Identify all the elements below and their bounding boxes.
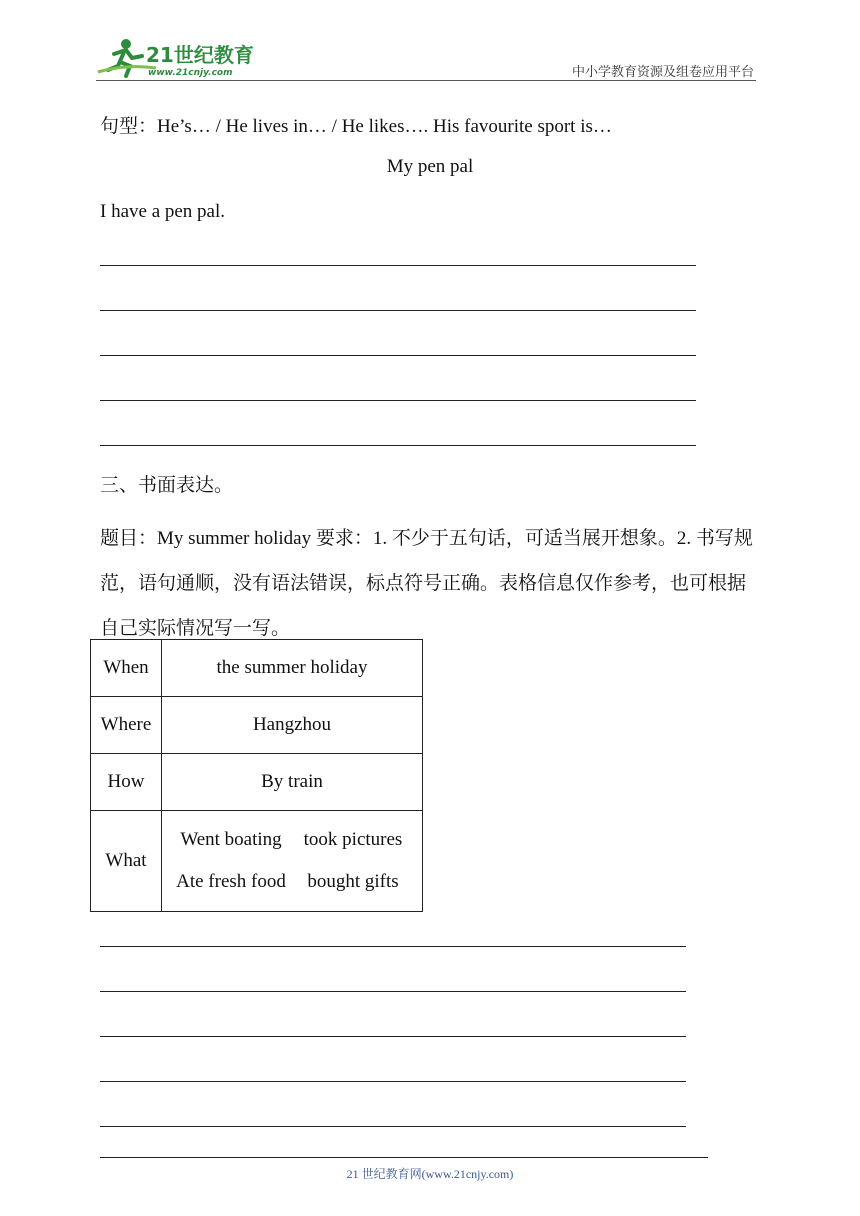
writing-line — [100, 1036, 686, 1037]
header-divider — [96, 80, 756, 81]
table-label: Where — [91, 697, 162, 754]
table-row — [91, 811, 423, 912]
writing-line — [100, 946, 686, 947]
writing-line — [100, 310, 696, 311]
writing-line — [100, 1081, 686, 1082]
table-label: How — [91, 754, 162, 811]
activity-item: Went boating — [180, 829, 282, 850]
info-table — [90, 639, 423, 912]
logo-text: 21世纪教育 — [146, 43, 254, 67]
table-value: Hangzhou — [162, 697, 423, 754]
table-row — [91, 640, 423, 697]
essay-intro: I have a pen pal. — [100, 201, 226, 222]
sentence-pattern: 句型：He’s… / He lives in… / He likes…. His favourite sport is… — [100, 116, 612, 137]
writing-line — [100, 445, 696, 446]
essay-title: My pen pal — [386, 156, 474, 177]
activity-item: bought gifts — [307, 871, 399, 892]
logo-url: www.21cnjy.com — [148, 68, 233, 78]
header-platform-text: 中小学教育资源及组卷应用平台 — [571, 64, 754, 79]
writing-line — [100, 991, 686, 992]
table-row — [91, 754, 423, 811]
writing-line — [100, 265, 696, 266]
table-label: What — [91, 811, 162, 912]
writing-prompt: 题目：My summer holiday 要求：1. 不少于五句话，可适当展开想象。2. 书写规范，语句通顺，没有语法错误，标点符号正确。表格信息仅作参考，也可根据自己实际情况写一写。 — [100, 528, 753, 639]
table-label: When — [91, 640, 162, 697]
footer-text: 21 世纪教育网(www.21cnjy.com) — [346, 1167, 514, 1181]
writing-line — [100, 355, 696, 356]
footer-divider — [100, 1157, 708, 1158]
activity-item: took pictures — [303, 829, 403, 850]
table-value: the summer holiday — [162, 640, 423, 697]
table-row — [91, 697, 423, 754]
activity-item: Ate fresh food — [176, 871, 286, 892]
table-value: By train — [162, 754, 423, 811]
site-logo — [96, 36, 266, 78]
writing-line — [100, 400, 696, 401]
section-heading: 三、书面表达。 — [100, 475, 234, 496]
table-value-what — [162, 811, 423, 912]
writing-line — [100, 1126, 686, 1127]
